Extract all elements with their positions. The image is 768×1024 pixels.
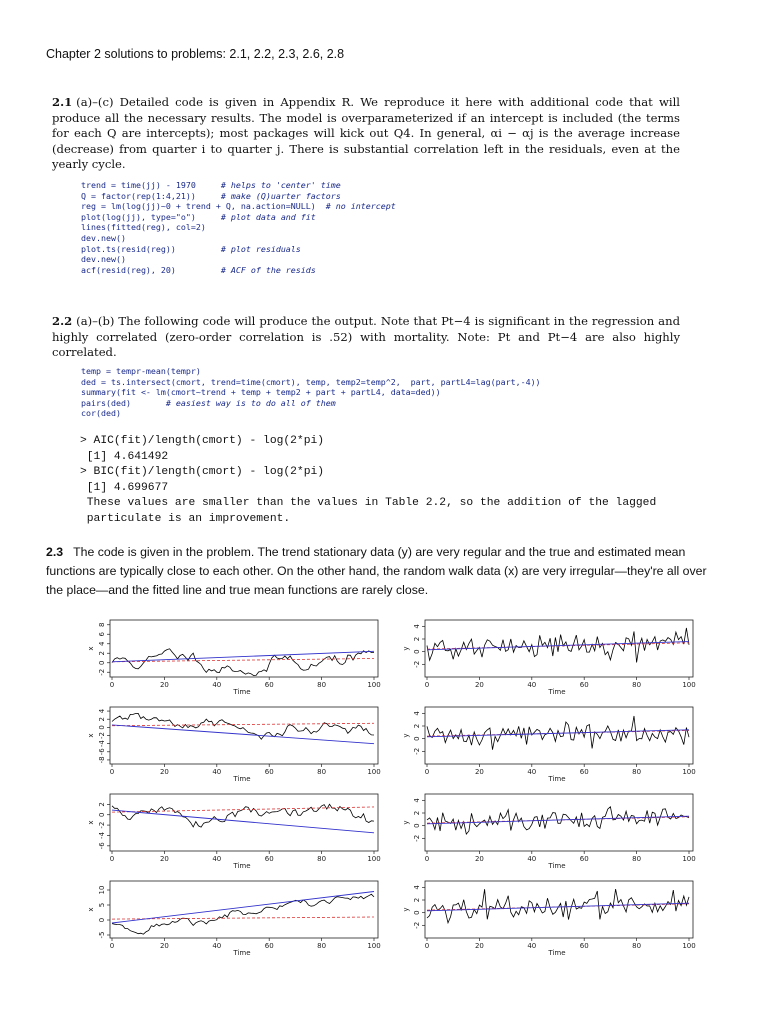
x-tick-label: 60 xyxy=(579,855,589,863)
y-tick-label: -4 xyxy=(98,831,106,839)
code-line: cor(ded) xyxy=(81,408,121,419)
output-line: [1] 4.641492 xyxy=(80,450,169,463)
plot-panel-2 xyxy=(395,616,700,706)
y-tick-label: -6 xyxy=(98,748,106,756)
x-tick-label: 60 xyxy=(579,942,589,950)
y-axis-label: y xyxy=(402,907,410,912)
y-tick-label: -2 xyxy=(98,732,106,739)
x-tick-label: 100 xyxy=(367,855,381,863)
x-axis-label: Time xyxy=(548,949,566,957)
code-line: trend = time(jj) - 1970 xyxy=(81,180,221,190)
code-line: ded = ts.intersect(cmort, trend=time(cmort), temp, temp2=temp^2, part, partL4=lag(part,-4)) xyxy=(81,376,541,387)
fitted-line xyxy=(112,810,374,833)
output-line: > BIC(fit)/length(cmort) - log(2*pi) xyxy=(80,466,325,479)
plot-frame xyxy=(110,620,378,677)
x-axis-label: Time xyxy=(548,775,566,783)
y-tick-label: 2 xyxy=(98,651,106,656)
x-tick-label: 20 xyxy=(159,768,169,776)
x-tick-label: 60 xyxy=(579,768,589,776)
x-tick-label: 80 xyxy=(317,768,327,776)
x-tick-label: 0 xyxy=(109,942,115,950)
problem-2-1-text xyxy=(52,95,680,173)
y-axis-label: x xyxy=(87,907,95,912)
y-tick-label: 0 xyxy=(413,736,421,741)
y-axis-label: x xyxy=(87,733,95,738)
output-line: [1] 4.699677 xyxy=(80,481,169,494)
x-tick-label: 80 xyxy=(317,942,327,950)
code-comment: # ACF of the resids xyxy=(220,264,316,275)
code-comment: # helps to 'center' time xyxy=(220,180,341,190)
x-tick-label: 40 xyxy=(527,855,537,863)
y-tick-label: 0 xyxy=(98,917,106,923)
x-tick-label: 20 xyxy=(159,855,169,863)
y-tick-label: 4 xyxy=(413,624,421,629)
code-line: summary(fit <- lm(cmort~trend + temp + temp2 + part + partL4, data=ded)) xyxy=(81,387,441,398)
y-tick-label: 4 xyxy=(413,798,421,803)
chapter-header: Chapter 2 solutions to problems: 2.1, 2.2, 2.3, 2.6, 2.8 xyxy=(46,47,345,61)
y-tick-label: -2 xyxy=(413,921,421,929)
series-line xyxy=(112,713,374,739)
y-axis-label: y xyxy=(402,820,410,825)
plot-frame xyxy=(110,707,378,764)
plot-frame xyxy=(110,794,378,851)
x-tick-label: 80 xyxy=(632,942,642,950)
series-line xyxy=(427,889,689,923)
y-axis-label: y xyxy=(402,733,410,738)
x-tick-label: 60 xyxy=(264,855,274,863)
y-tick-label: 5 xyxy=(98,902,106,908)
problem-number: 2.3 xyxy=(46,545,64,559)
x-tick-label: 80 xyxy=(317,681,327,689)
output-line: > AIC(fit)/length(cmort) - log(2*pi) xyxy=(80,435,325,447)
x-tick-label: 40 xyxy=(212,681,222,689)
x-tick-label: 100 xyxy=(367,768,381,776)
y-axis-label: x xyxy=(87,820,95,825)
plot-panel-5 xyxy=(80,790,385,880)
x-tick-label: 80 xyxy=(632,681,642,689)
x-tick-label: 0 xyxy=(424,768,430,776)
y-tick-label: -2 xyxy=(413,834,421,842)
x-tick-label: 20 xyxy=(474,681,484,689)
code-line: pairs(ded) xyxy=(81,397,166,408)
x-tick-label: 60 xyxy=(264,942,274,950)
x-tick-label: 40 xyxy=(212,942,222,950)
code-comment: # plot data and fit xyxy=(220,211,316,222)
x-tick-label: 20 xyxy=(159,942,169,950)
plot-frame xyxy=(110,881,378,938)
x-tick-label: 0 xyxy=(109,855,115,863)
x-tick-label: 0 xyxy=(424,855,430,863)
x-tick-label: 40 xyxy=(527,681,537,689)
x-tick-label: 40 xyxy=(527,942,537,950)
x-tick-label: 0 xyxy=(424,681,430,689)
r-output-block xyxy=(80,434,656,528)
x-tick-label: 100 xyxy=(367,681,381,689)
code-line: dev.new() xyxy=(81,232,126,243)
plot-panel-7 xyxy=(80,877,385,967)
y-tick-label: 2 xyxy=(98,802,106,807)
y-tick-label: -2 xyxy=(413,747,421,755)
x-tick-label: 40 xyxy=(527,768,537,776)
x-axis-label: Time xyxy=(233,862,251,870)
code-block-2-2 xyxy=(81,366,541,419)
problem-body: (a)–(c) Detailed code is given in Appendix R. We reproduce it here with additional code that will produce all the necessary results. The model is overparameterized if an intercept is included (the terms for each Q are intercepts); most packages will kick out Q4. In general, αi − αj is the average increase (decrease) from quarter i to quarter j. There is substantial correlation left in the residuals, even at the yearly cycle. xyxy=(52,95,680,172)
x-axis-label: Time xyxy=(233,688,251,696)
code-line: acf(resid(reg), 20) xyxy=(81,264,221,275)
y-tick-label: -8 xyxy=(98,756,106,764)
x-tick-label: 100 xyxy=(682,768,696,776)
y-tick-label: 2 xyxy=(413,810,421,816)
code-comment: # no intercept xyxy=(325,201,396,212)
code-line: lines(fitted(reg), col=2) xyxy=(81,222,206,233)
code-comment: # make (Q)uarter factors xyxy=(220,190,341,201)
x-tick-label: 80 xyxy=(632,855,642,863)
y-tick-label: -5 xyxy=(98,931,106,939)
x-tick-label: 100 xyxy=(367,942,381,950)
x-axis-label: Time xyxy=(548,688,566,696)
y-tick-label: 10 xyxy=(98,885,106,895)
code-line: Q = factor(rep(1:4,21)) xyxy=(81,190,221,201)
problem-number: 2.2 xyxy=(52,314,73,328)
code-block-2-1 xyxy=(81,180,396,275)
y-tick-label: 0 xyxy=(98,725,106,730)
x-axis-label: Time xyxy=(233,775,251,783)
code-line: reg = lm(log(jj)~0 + trend + Q, na.action=NULL) xyxy=(81,201,326,212)
plot-panel-1 xyxy=(80,616,385,706)
problem-2-2-text xyxy=(52,314,680,361)
plot-panel-8 xyxy=(395,877,700,967)
y-axis-label: x xyxy=(87,646,95,651)
output-line: These values are smaller than the values in Table 2.2, so the addition of the lagged xyxy=(80,497,657,510)
plot-panel-3 xyxy=(80,703,385,793)
y-tick-label: -2 xyxy=(98,668,106,676)
x-tick-label: 80 xyxy=(632,768,642,776)
y-tick-label: -6 xyxy=(98,842,106,850)
y-tick-label: 0 xyxy=(98,812,106,817)
y-tick-label: 8 xyxy=(98,622,106,627)
x-axis-label: Time xyxy=(548,862,566,870)
y-tick-label: 2 xyxy=(98,716,106,722)
code-line: plot(log(jj), type="o") xyxy=(81,211,221,222)
y-tick-label: 6 xyxy=(98,632,106,637)
x-tick-label: 40 xyxy=(212,768,222,776)
output-line: particulate is an improvement. xyxy=(80,512,291,525)
problem-body: (a)–(b) The following code will produce the output. Note that Pt−4 is significant in the regression and highly correlated (zero-order correlation is .52) with mortality. Note: Pt and Pt−4 are also highly correlated. xyxy=(52,314,680,360)
y-tick-label: 0 xyxy=(413,823,421,828)
x-tick-label: 0 xyxy=(109,681,115,689)
code-line: dev.new() xyxy=(81,254,126,265)
y-tick-label: -4 xyxy=(98,740,106,748)
code-line: plot.ts(resid(reg)) xyxy=(81,243,221,254)
y-tick-label: 4 xyxy=(413,711,421,716)
code-line: temp = tempr-mean(tempr) xyxy=(81,366,201,376)
x-axis-label: Time xyxy=(233,949,251,957)
y-tick-label: 0 xyxy=(98,660,106,665)
series-line xyxy=(112,894,374,934)
x-tick-label: 100 xyxy=(682,681,696,689)
code-comment: # easiest way is to do all of them xyxy=(165,397,336,408)
y-tick-label: 4 xyxy=(413,885,421,890)
x-tick-label: 20 xyxy=(474,768,484,776)
plot-panel-4 xyxy=(395,703,700,793)
y-tick-label: 0 xyxy=(413,649,421,654)
code-comment: # plot residuals xyxy=(220,243,301,254)
x-tick-label: 20 xyxy=(474,942,484,950)
x-tick-label: 40 xyxy=(212,855,222,863)
y-tick-label: 4 xyxy=(98,641,106,646)
fitted-line xyxy=(427,642,689,650)
x-tick-label: 0 xyxy=(424,942,430,950)
x-tick-label: 60 xyxy=(579,681,589,689)
x-tick-label: 80 xyxy=(317,855,327,863)
series-line xyxy=(427,807,689,834)
plot-panel-6 xyxy=(395,790,700,880)
x-tick-label: 100 xyxy=(682,942,696,950)
y-tick-label: -2 xyxy=(413,660,421,668)
x-tick-label: 60 xyxy=(264,681,274,689)
problem-body: The code is given in the problem. The trend stationary data (y) are very regular and the true and estimated mean functions are typically close to each other. On the other hand, the random walk data (x) are very irregular—they're all over the place—and the fitted line and true mean functions are rarely close. xyxy=(46,545,707,597)
problem-2-3-text xyxy=(46,543,718,600)
x-tick-label: 20 xyxy=(474,855,484,863)
y-tick-label: 2 xyxy=(413,636,421,642)
x-tick-label: 20 xyxy=(159,681,169,689)
y-axis-label: y xyxy=(402,646,410,651)
y-tick-label: -2 xyxy=(98,821,106,829)
y-tick-label: 2 xyxy=(413,897,421,903)
y-tick-label: 0 xyxy=(413,910,421,915)
x-tick-label: 60 xyxy=(264,768,274,776)
y-tick-label: 2 xyxy=(413,723,421,729)
y-tick-label: 4 xyxy=(98,708,106,714)
x-tick-label: 0 xyxy=(109,768,115,776)
problem-number: 2.1 xyxy=(52,95,73,109)
x-tick-label: 100 xyxy=(682,855,696,863)
